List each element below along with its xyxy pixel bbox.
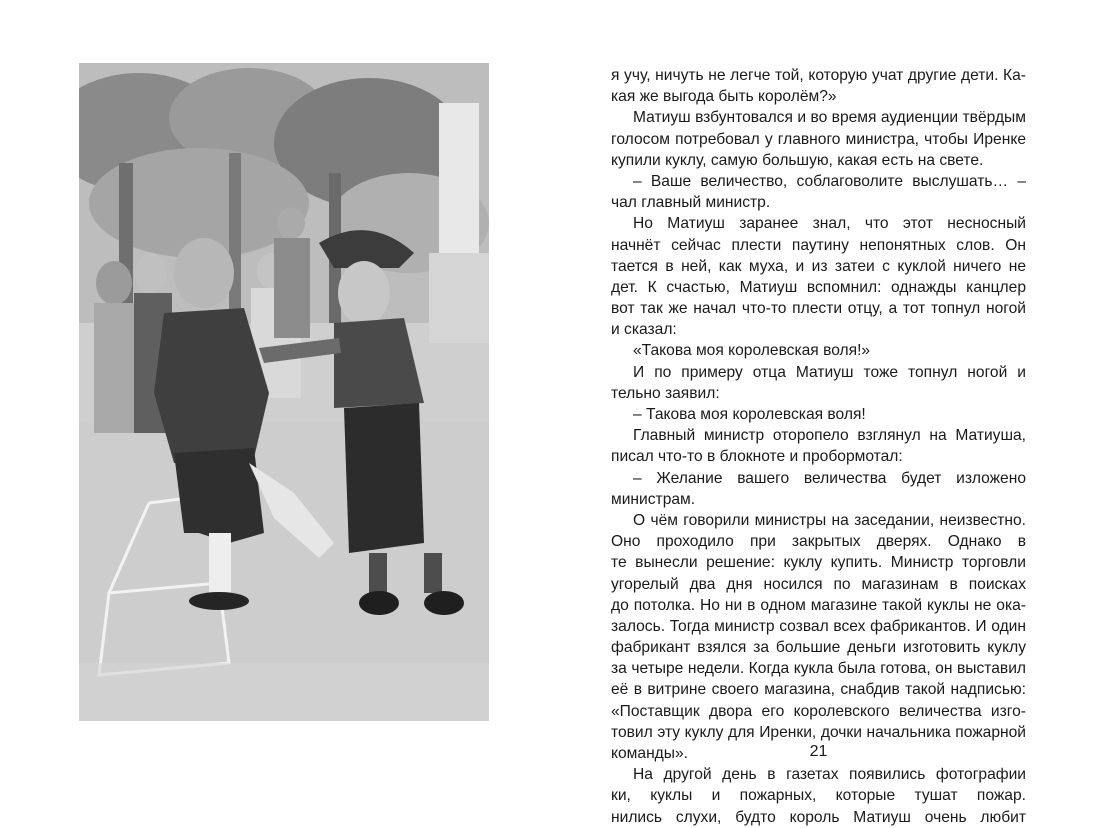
text-line: О чём говорили министры на заседании, неизвестно. (633, 511, 1026, 529)
text-line: товил эту куклу для Иренки, дочки начальника пожарной (611, 723, 1026, 741)
text-line: её в витрине своего магазина, снабдив такой надписью: (611, 681, 1026, 699)
text-line: нились слухи, будто король Матиуш очень любит (611, 808, 1026, 826)
text-line: министрам. (611, 490, 696, 508)
text-line: «Поставщик двора его королевского величества изго- (611, 702, 1026, 720)
text-line: до потолка. Но ни в одном магазине такой куклы не ока- (611, 596, 1026, 614)
text-line: – Ваше величество, соблаговолите выслушать… – (633, 172, 1026, 190)
text-line: чал главный министр. (611, 194, 771, 212)
text-line: тается в ней, как муха, и из затеи с куклой ничего не (611, 257, 1026, 275)
text-line: за четыре недели. Когда кукла была готова, он выставил (611, 660, 1026, 678)
text-line: команды». (611, 745, 688, 762)
text-line: писал что-то в блокноте и пробормотал: (611, 448, 903, 466)
text-line: Но Матиуш заранее знал, что этот несносный (633, 215, 1026, 233)
page-number: 21 (809, 743, 828, 760)
text-line: И по примеру отца Матиуш тоже топнул ногой и (633, 363, 1026, 381)
text-line: угорелый два дня носился по магазинам в поисках (611, 575, 1026, 593)
text-line: и сказал: (611, 321, 677, 339)
text-line: я учу, ничуть не легче той, которую учат другие дети. Ка- (611, 67, 1026, 84)
text-line: тельно заявил: (611, 384, 720, 402)
text-line: дет. К счастью, Матиуш вспомнил: однажды канцлер (611, 278, 1026, 296)
text-line: Главный министр оторопело взглянул на Матиуша, (633, 427, 1026, 445)
text-line: Матиуш взбунтовался и во время аудиенции твёрдым (633, 109, 1026, 127)
text-line: вот так же начал что-то плести отцу, а тот топнул ногой (611, 300, 1026, 318)
text-line: – Такова моя королевская воля! (633, 406, 866, 423)
text-line: На другой день в газетах появились фотографии (633, 766, 1026, 784)
text-line: ки, куклы и пожарных, которые тушат пожар. (611, 787, 1026, 805)
text-line: кая же выгода быть королём?» (611, 88, 837, 106)
illustration-drawing (79, 63, 489, 721)
text-line: Оно проходило при закрытых дверях. Однако в (611, 533, 1026, 551)
text-line: купили куклу, самую большую, какая есть на свете. (611, 151, 984, 169)
text-line: «Такова моя королевская воля!» (633, 342, 871, 360)
text-line: голосом потребовал у главного министра, чтобы Иренке (611, 130, 1026, 148)
text-line: фабрикант взялся за большие деньги изготовить куклу (611, 639, 1026, 657)
page-text (611, 65, 1026, 828)
book-illustration (79, 63, 489, 721)
text-line: залось. Тогда министр созвал всех фабрикантов. И один (611, 617, 1026, 635)
text-line: те вынесли решение: куклу купить. Министр торговли (611, 554, 1026, 572)
text-line: – Желание вашего величества будет изложено (633, 469, 1026, 487)
text-line: начнёт сейчас плести паутину непонятных слов. Он (611, 236, 1026, 254)
